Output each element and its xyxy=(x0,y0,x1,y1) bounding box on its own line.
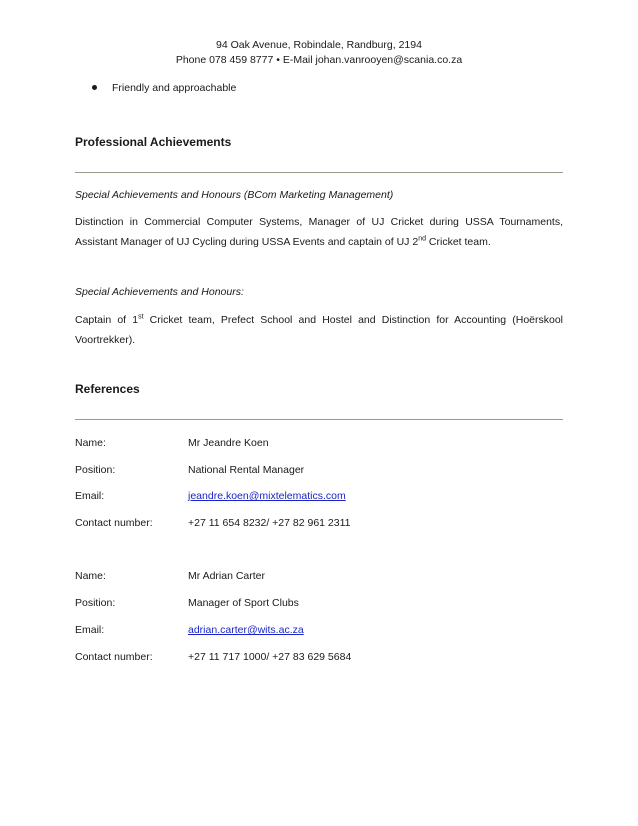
reference-name-label: Name: xyxy=(75,570,106,582)
bullet-icon xyxy=(92,85,97,90)
section-divider xyxy=(75,172,563,173)
section-title-references: References xyxy=(75,382,140,396)
bullet-text: Friendly and approachable xyxy=(112,82,237,94)
header-contact: Phone 078 459 8777 • E-Mail johan.vanrooyen@scania.co.za xyxy=(175,54,463,66)
achievement-subheading: Special Achievements and Honours: xyxy=(75,286,244,298)
reference-position: National Rental Manager xyxy=(188,464,305,476)
reference-name: Mr Jeandre Koen xyxy=(188,437,269,449)
reference-email-link[interactable]: adrian.carter@wits.ac.za xyxy=(188,624,304,636)
reference-email-cell xyxy=(188,489,346,503)
reference-name: Mr Adrian Carter xyxy=(188,570,266,582)
achievement-subheading: Special Achievements and Honours (BCom Marketing Management) xyxy=(75,189,394,201)
section-divider xyxy=(75,419,563,420)
achievement-text: Distinction in Commercial Computer Systems, Manager of UJ Cricket during USSA Tournaments, Assistant Manager of UJ Cycling during USSA Events and captain of UJ 2 xyxy=(75,216,563,248)
reference-name-label: Name: xyxy=(75,437,106,449)
reference-position-label: Position: xyxy=(75,464,116,476)
section-title-achievements: Professional Achievements xyxy=(75,135,232,149)
header-address: 94 Oak Avenue, Robindale, Randburg, 2194 xyxy=(216,39,422,51)
ordinal-suffix: st xyxy=(138,313,144,321)
achievement-paragraph xyxy=(75,310,563,350)
reference-email-label: Email: xyxy=(75,624,105,636)
reference-contact: +27 11 654 8232/ +27 82 961 2311 xyxy=(188,517,351,529)
achievement-text-end: Cricket team. xyxy=(425,236,491,248)
ordinal-suffix: nd xyxy=(418,235,426,243)
reference-position: Manager of Sport Clubs xyxy=(188,597,299,609)
achievement-text: Captain of 1 xyxy=(75,314,139,326)
achievement-paragraph xyxy=(75,212,563,252)
reference-email-cell xyxy=(188,623,304,637)
reference-contact-label: Contact number: xyxy=(75,517,153,529)
reference-contact-label: Contact number: xyxy=(75,651,153,663)
reference-contact: +27 11 717 1000/ +27 83 629 5684 xyxy=(188,651,352,663)
achievement-text-end: Cricket team, Prefect School and Hostel and Distinction for Accounting (Hoërskool Voortrekker). xyxy=(75,314,564,346)
reference-position-label: Position: xyxy=(75,597,116,609)
reference-email-link[interactable]: jeandre.koen@mixtelematics.com xyxy=(188,490,346,502)
reference-email-label: Email: xyxy=(75,490,105,502)
